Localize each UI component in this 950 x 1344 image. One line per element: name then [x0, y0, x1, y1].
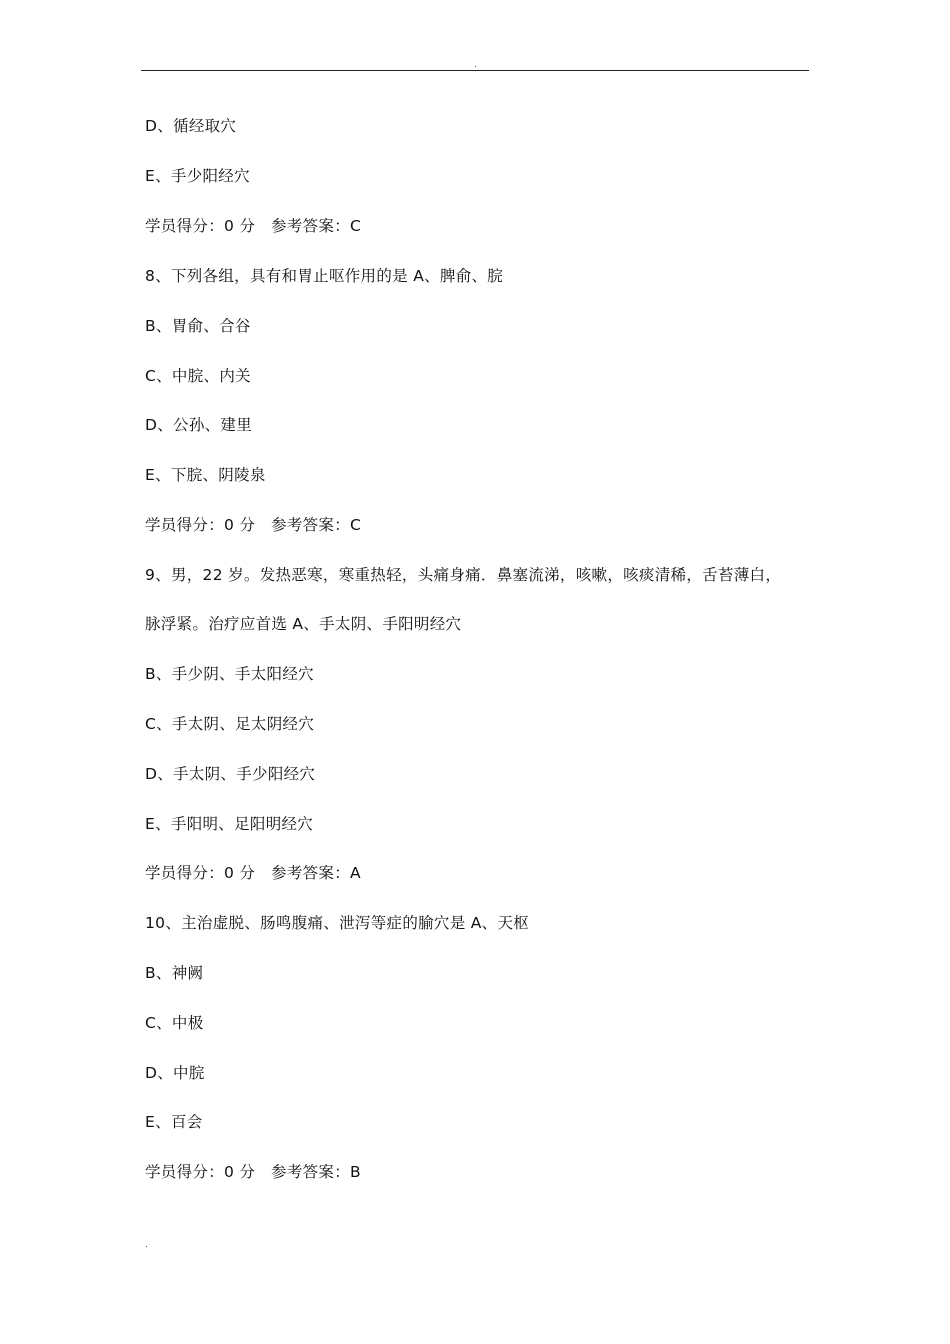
question-8: 8、下列各组，具有和胃止呕作用的是 A、脾俞、脘 [145, 267, 504, 285]
option-d-q9: D、手太阴、手少阳经穴 [145, 765, 316, 783]
option-d-q7: D、循经取穴 [145, 117, 237, 135]
question-9-line-2: 脉浮紧。治疗应首选 A、手太阴、手阳明经穴 [145, 615, 462, 633]
footer-mark: . [145, 1240, 148, 1250]
option-e-q10: E、百会 [145, 1113, 203, 1131]
option-c-q9: C、手太阴、足太阴经穴 [145, 715, 315, 733]
option-b-q10: B、神阙 [145, 964, 204, 982]
option-e-q7: E、手少阳经穴 [145, 167, 250, 185]
score-answer-q9: 学员得分：0 分 参考答案：A [145, 864, 361, 882]
question-10: 10、主治虚脱、肠鸣腹痛、泄泻等症的腧穴是 A、天枢 [145, 914, 530, 932]
score-answer-q7: 学员得分：0 分 参考答案：C [145, 217, 362, 235]
score-answer-q8: 学员得分：0 分 参考答案：C [145, 516, 362, 534]
option-d-q10: D、中脘 [145, 1064, 205, 1082]
option-b-q8: B、胃俞、合谷 [145, 317, 251, 335]
option-e-q9: E、手阳明、足阳明经穴 [145, 815, 314, 833]
option-d-q8: D、公孙、建里 [145, 416, 253, 434]
option-b-q9: B、手少阴、手太阳经穴 [145, 665, 314, 683]
score-answer-q10: 学员得分：0 分 参考答案：B [145, 1163, 361, 1181]
option-c-q8: C、中脘、内关 [145, 367, 251, 385]
question-9-line-1: 9、男，22 岁。发热恶寒，寒重热轻，头痛身痛．鼻塞流涕，咳嗽，咳痰清稀，舌苔薄白， [145, 566, 782, 584]
header-mark: . [474, 60, 477, 70]
header-rule [141, 70, 809, 71]
option-e-q8: E、下脘、阴陵泉 [145, 466, 266, 484]
option-c-q10: C、中极 [145, 1014, 204, 1032]
